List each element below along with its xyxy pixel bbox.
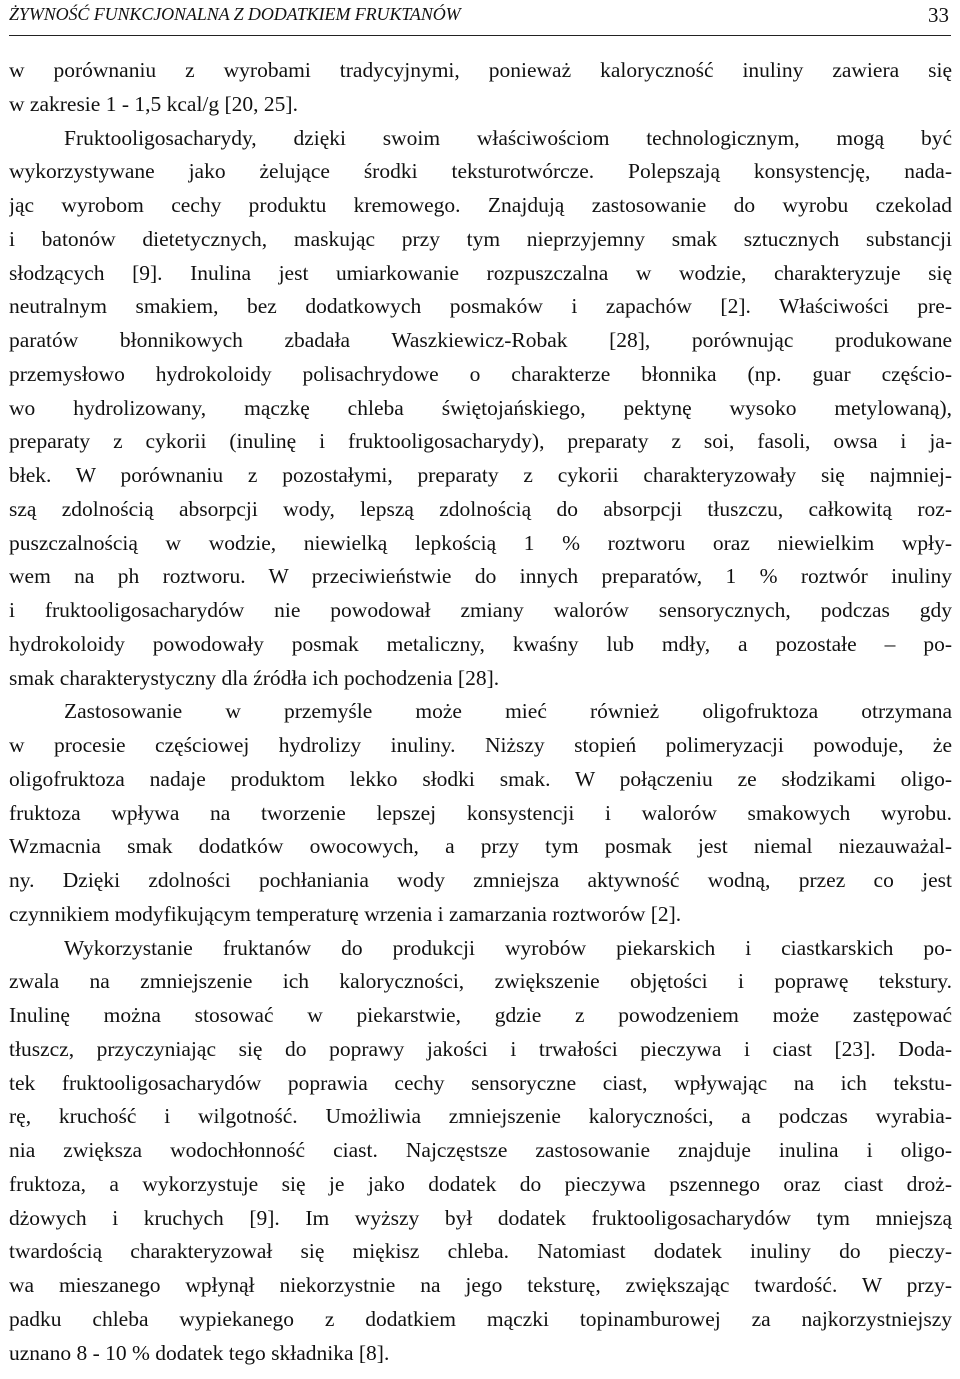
text-line: smak charakterystyczny dla źródła ich pochodzenia [28]. — [9, 665, 500, 690]
text-line: twardością charakteryzował się miękisz chleba. Natomiast dodatek inuliny do pieczy- — [9, 1239, 952, 1264]
text-line: paratów błonnikowych zbadała Waszkiewicz-Robak [28], porównując produkowane — [9, 328, 952, 352]
text-line: preparaty z cykorii (inulinę i fruktooligosacharydy), preparaty z soi, fasoli, owsa i ja- — [9, 429, 952, 454]
body-text — [9, 54, 952, 1370]
text-line: Wykorzystanie fruktanów do produkcji wyrobów piekarskich i ciastkarskich po- — [64, 935, 952, 960]
text-line: w procesie częściowej hydrolizy inuliny. Niższy stopień polimeryzacji powoduje, że — [9, 733, 952, 757]
text-line: Zastosowanie w przemyśle może mieć również oligofruktoza otrzymana — [64, 699, 952, 724]
text-line: neutralnym smakiem, bez dodatkowych posmaków i zapachów [2]. Właściwości pre- — [9, 294, 952, 319]
text-line: fruktoza wpływa na tworzenie lepszej konsystencji i walorów smakowych wyrobu. — [9, 800, 952, 825]
text-line: w porównaniu z wyrobami tradycyjnymi, ponieważ kaloryczność inuliny zawiera się — [9, 58, 952, 82]
text-line: uznano 8 - 10 % dodatek tego składnika [8]. — [9, 1340, 390, 1365]
text-line: hydrokoloidy powodowały posmak metaliczny, kwaśny lub mdły, a pozostałe – po- — [9, 631, 952, 656]
text-line: puszczalnością w wodzie, niewielką lepkością 1 % roztworu oraz niewielkim wpły- — [9, 530, 952, 555]
text-line: i fruktooligosacharydów nie powodował zmiany walorów sensorycznych, podczas gdy — [9, 598, 952, 622]
text-line: błek. W porównaniu z pozostałymi, preparaty z cykorii charakteryzowały się najmniej- — [9, 463, 952, 487]
text-line: oligofruktoza nadaje produktom lekko słodki smak. W połączeniu ze słodzikami oligo- — [9, 766, 952, 791]
text-line: fruktoza, a wykorzystuje się je jako dodatek do pieczywa pszennego oraz ciast droż- — [9, 1171, 952, 1196]
text-line: Inulinę można stosować w piekarstwie, gdzie z powodzeniem może zastępować — [9, 1003, 952, 1027]
text-line: Wzmacnia smak dodatków owocowych, a przy tym posmak jest niemal niezauważal- — [9, 834, 952, 859]
text-line: zwala na zmniejszenie ich kaloryczności, zwiększenie objętości i poprawę tekstury. — [9, 969, 952, 994]
text-line: wa mieszanego wpłynął niekorzystnie na jego teksturę, zwiększając twardość. W przy- — [9, 1273, 952, 1297]
text-line: Fruktooligosacharydy, dzięki swoim właściwościom technologicznym, mogą być — [64, 125, 952, 150]
text-line: i batonów dietetycznych, maskując przy tym nieprzyjemny smak sztucznych substancji — [9, 226, 952, 251]
text-line: szą zdolnością absorpcji wody, lepszą zdolnością do absorpcji tłuszczu, całkowitą roz- — [9, 496, 952, 521]
text-line: ny. Dzięki zdolności pochłaniania wody zmniejsza aktywność wodną, przez co jest — [9, 868, 952, 892]
header-rule — [9, 35, 951, 36]
text-line: wo hydrolizowany, mączkę chleba świętojańskiego, pektynę wysoko metylowaną), — [9, 395, 952, 420]
text-line: słodzących [9]. Inulina jest umiarkowanie rozpuszczalna w wodzie, charakteryzuje się — [9, 260, 952, 285]
page-header — [9, 0, 951, 34]
text-line: tek fruktooligosacharydów poprawia cechy sensoryczne ciast, wpływając na ich tekstu- — [9, 1070, 952, 1095]
text-line: w zakresie 1 - 1,5 kcal/g [20, 25]. — [9, 91, 298, 116]
text-line: dżowych i kruchych [9]. Im wyższy był dodatek fruktooligosacharydów tym mniejszą — [9, 1205, 952, 1230]
text-line: tłuszcz, przyczyniając się do poprawy jakości i trwałości pieczywa i ciast [23]. Doda- — [9, 1036, 952, 1061]
page-number: 33 — [928, 3, 949, 27]
text-line: wykorzystywane jako żelujące środki teksturotwórcze. Polepszają konsystencję, nada- — [9, 159, 952, 184]
text-line: rę, kruchość i wilgotność. Umożliwia zmniejszenie kaloryczności, a podczas wyrabia- — [9, 1104, 952, 1129]
text-line: padku chleba wypiekanego z dodatkiem mączki topinamburowej za najkorzystniejszy — [9, 1306, 952, 1331]
running-title: ŻYWNOŚĆ FUNKCJONALNA Z DODATKIEM FRUKTANÓW — [9, 4, 461, 24]
text-line: czynnikiem modyfikującym temperaturę wrzenia i zamarzania roztworów [2]. — [9, 901, 682, 926]
text-line: nia zwiększa wodochłonność ciast. Najczęstsze zastosowanie znajduje inulina i oligo- — [9, 1138, 952, 1162]
text-line: wem na ph roztworu. W przeciwieństwie do innych preparatów, 1 % roztwór inuliny — [9, 564, 952, 589]
text-line: jąc wyrobom cechy produktu kremowego. Znajdują zastosowanie do wyrobu czekolad — [9, 193, 952, 217]
text-line: przemysłowo hydrokoloidy polisachrydowe o charakterze błonnika (np. guar częścio- — [9, 361, 952, 386]
